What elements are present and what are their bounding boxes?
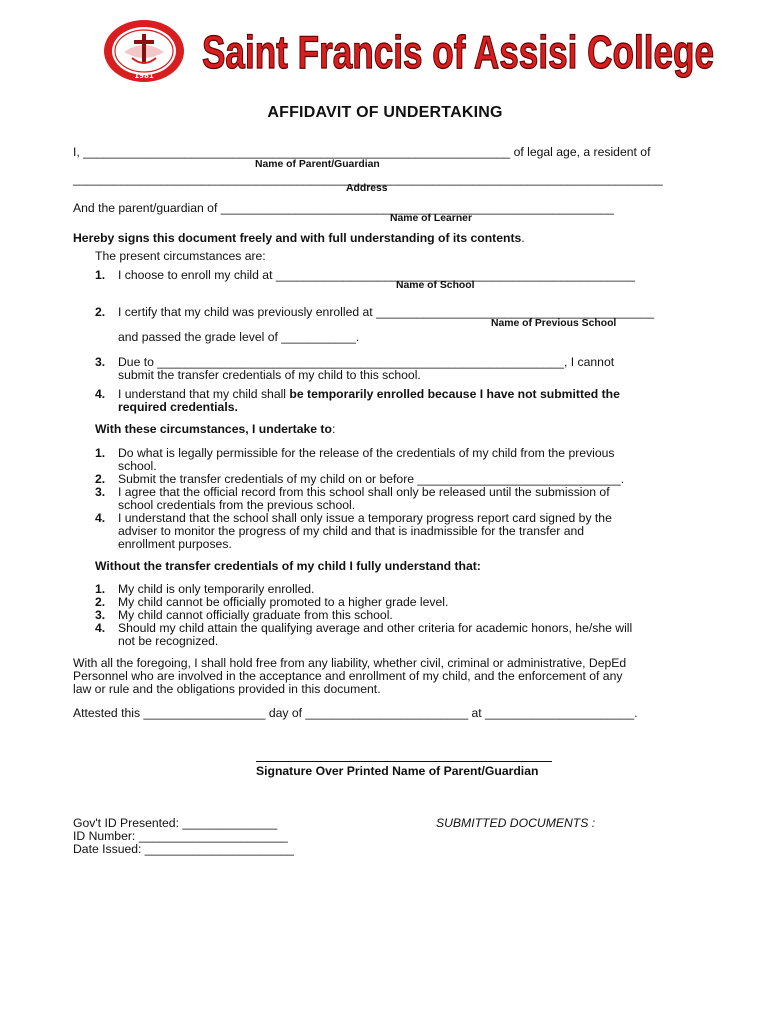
undertake-4: I understand that the school shall only issue a temporary progress report card signed by the	[118, 511, 612, 525]
hereby-line: Hereby signs this document freely and with full understanding of its contents.	[73, 231, 525, 245]
svg-text:1981: 1981	[134, 72, 154, 80]
circumstance-3-cont: submit the transfer credentials of my child to this school.	[118, 368, 421, 382]
understand-heading: Without the transfer credentials of my child I fully understand that:	[95, 559, 481, 573]
foregoing-line-1: With all the foregoing, I shall hold free from any liability, whether civil, criminal or administrative, DepEd	[73, 656, 627, 670]
undertake-2: Submit the transfer credentials of my child on or before ______________________________.	[118, 472, 625, 486]
understand-1: My child is only temporarily enrolled.	[118, 582, 315, 596]
date-issued-field[interactable]: Date Issued: ______________________	[73, 842, 294, 856]
submitted-documents-label: SUBMITTED DOCUMENTS :	[436, 816, 596, 830]
id-number-field[interactable]: ID Number: ______________________	[73, 829, 288, 843]
signature-caption: Signature Over Printed Name of Parent/Guardian	[256, 764, 539, 778]
item-number: 1.	[95, 446, 106, 460]
circumstance-1: I choose to enroll my child at _____________________________________________________	[118, 268, 636, 282]
understand-4-cont: not be recognized.	[118, 634, 219, 648]
caption-address: Address	[346, 183, 388, 194]
caption-parent: Name of Parent/Guardian	[255, 159, 380, 170]
circumstance-4: I understand that my child shall be temporarily enrolled because I have not submitted the	[118, 387, 620, 401]
undertake-1-cont: school.	[118, 459, 157, 473]
document-title: AFFIDAVIT OF UNDERTAKING	[267, 104, 503, 121]
undertake-4-cont2: enrollment purposes.	[118, 537, 232, 551]
foregoing-line-3: law or rule and the obligations provided in this document.	[73, 682, 381, 696]
caption-previous-school: Name of Previous School	[491, 318, 617, 329]
undertake-3: I agree that the official record from this school shall only be released until the submission of	[118, 485, 610, 499]
learner-name-blank[interactable]: __________________________________________________________	[220, 201, 614, 215]
intro-line-3: And the parent/guardian of __________________________________________________________	[73, 201, 614, 215]
circumstance-2: I certify that my child was previously enrolled at _________________________________________	[118, 305, 654, 319]
caption-learner: Name of Learner	[390, 213, 472, 224]
circumstance-3: Due to ____________________________________________________________, I cannot	[118, 355, 615, 369]
signature-line[interactable]	[256, 761, 552, 762]
understand-3: My child cannot officially graduate from this school.	[118, 608, 393, 622]
college-seal-logo	[102, 18, 186, 84]
caption-school: Name of School	[396, 280, 475, 291]
undertake-3-cont: school credentials from the previous school.	[118, 498, 356, 512]
address-blank[interactable]: _______________________________________________________________________________________	[73, 172, 663, 186]
circumstance-2-grade: and passed the grade level of ___________.	[118, 330, 360, 344]
item-number: 3.	[95, 485, 106, 499]
item-number: 2.	[95, 472, 106, 486]
college-wordmark	[202, 16, 722, 80]
item-number: 3.	[95, 355, 106, 369]
understand-2: My child cannot be officially promoted to a higher grade level.	[118, 595, 449, 609]
undertake-4-cont: adviser to monitor the progress of my child and that is inadmissible for the transfer and	[118, 524, 585, 538]
circumstance-4-cont: required credentials.	[118, 400, 238, 414]
attested-line[interactable]: Attested this __________________ day of ________________________ at ______________________.	[73, 706, 638, 720]
undertake-heading: With these circumstances, I undertake to:	[95, 422, 336, 436]
college-name-text: Saint Francis of Assisi College	[202, 26, 714, 78]
undertake-1: Do what is legally permissible for the release of the credentials of my child from the previous	[118, 446, 615, 460]
intro-line-1: I, _______________________________________________________________ of legal age, a resident of	[73, 145, 651, 159]
gov-id-field[interactable]: Gov't ID Presented: ______________	[73, 816, 278, 830]
item-number: 4.	[95, 387, 106, 401]
item-number: 3.	[95, 608, 106, 622]
parent-name-blank[interactable]: _______________________________________________________________	[83, 145, 511, 159]
item-number: 1.	[95, 268, 106, 282]
item-number: 4.	[95, 511, 106, 525]
item-number: 1.	[95, 582, 106, 596]
foregoing-line-2: Personnel who are involved in the acceptance and enrollment of my child, and the enforcement of any	[73, 669, 623, 683]
present-circumstances: The present circumstances are:	[95, 249, 266, 263]
item-number: 4.	[95, 621, 106, 635]
item-number: 2.	[95, 305, 106, 319]
item-number: 2.	[95, 595, 106, 609]
understand-4: Should my child attain the qualifying average and other criteria for academic honors, he/she will	[118, 621, 633, 635]
